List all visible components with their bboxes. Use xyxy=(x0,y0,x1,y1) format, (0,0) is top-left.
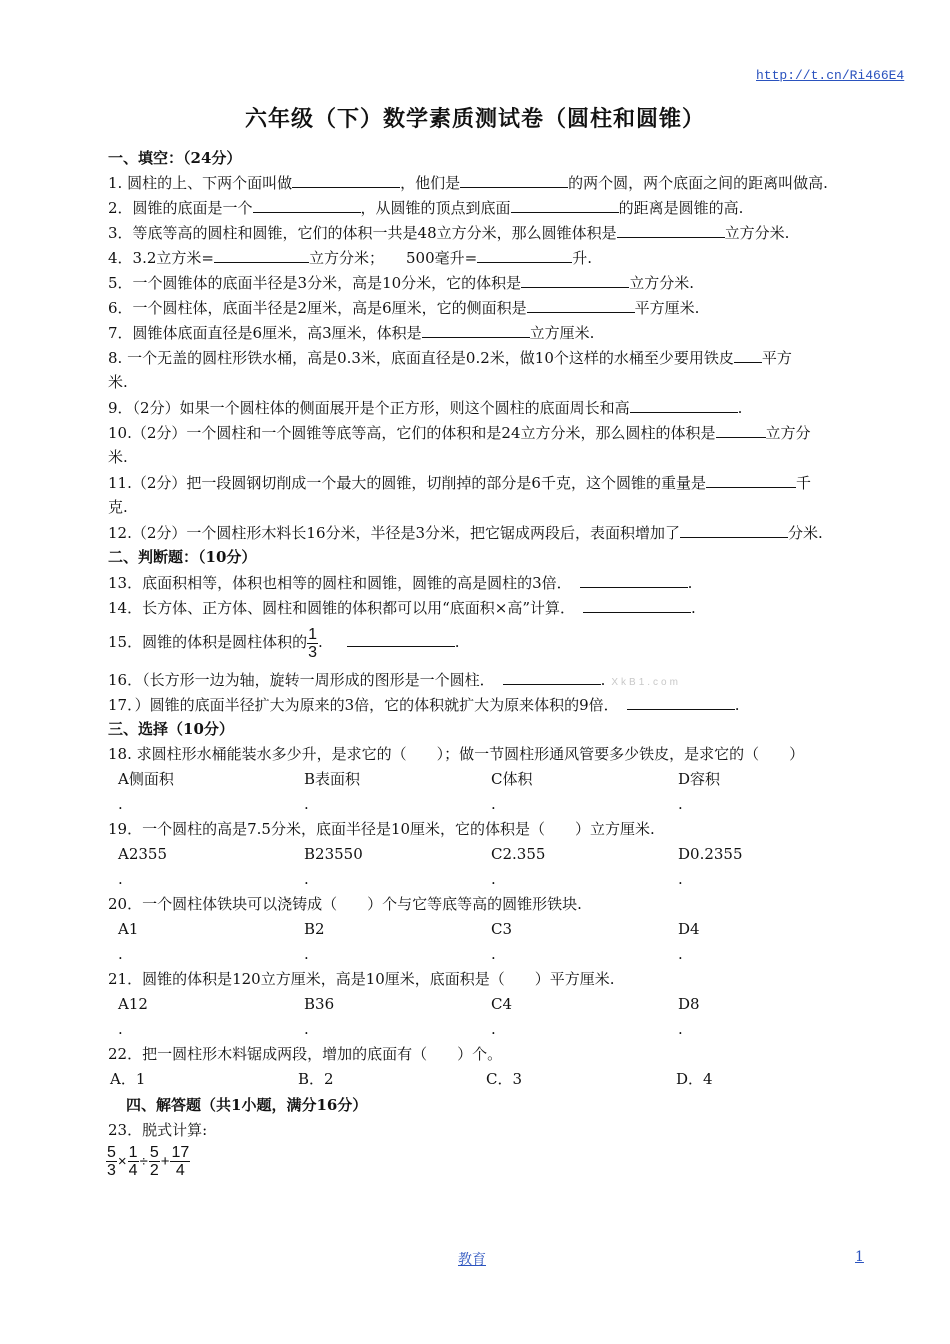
q20-option-b: B2 xyxy=(304,920,325,938)
question-2 xyxy=(108,197,868,218)
q20-option-d: D4 xyxy=(678,920,700,938)
q12-text-b: 分米. xyxy=(788,524,823,542)
q4-text-a: 4．3.2立方米= xyxy=(108,249,214,267)
option-dot: . xyxy=(118,795,123,813)
section-heading-multiple-choice: 三、选择（10分） xyxy=(108,720,234,738)
q15-text-b: . xyxy=(454,633,460,651)
q19-option-b: B23550 xyxy=(304,845,363,863)
page-number-link[interactable]: 1 xyxy=(855,1249,864,1265)
page-title: 六年级（下）数学素质测试卷（圆柱和圆锥） xyxy=(244,106,705,132)
q19-option-d: D0.2355 xyxy=(678,845,743,863)
question-21: 21．圆锥的体积是120立方厘米，高是10厘米，底面积是（ ）平方厘米. xyxy=(108,970,615,988)
q12-text-a: 12.（2分）一个圆柱形木料长16分米，半径是3分米，把它锯成两段后，表面积增加了 xyxy=(108,524,681,542)
fraction-seventeen-fourths: $\frac{17}{4}$ xyxy=(171,1144,190,1179)
fraction-five-thirds: $\frac{5}{3}$ xyxy=(107,1144,116,1179)
q22-option-a: A．1 xyxy=(110,1070,146,1088)
answer-blank xyxy=(580,572,688,588)
answer-blank xyxy=(511,197,619,213)
question-14 xyxy=(108,597,868,618)
answer-blank xyxy=(292,172,400,188)
q3-text-b: 立方分米. xyxy=(724,224,790,242)
q3-text-a: 3．等底等高的圆柱和圆锥，它们的体积一共是48立方分米，那么圆锥体积是 xyxy=(108,224,617,242)
q17-text-b: . xyxy=(734,696,740,714)
q10-text-a: 10.（2分）一个圆柱和一个圆锥等底等高，它们的体积和是24立方分米，那么圆柱的体积是 xyxy=(108,424,716,442)
question-9 xyxy=(108,397,868,418)
q18-option-b: B表面积 xyxy=(304,770,361,788)
answer-blank xyxy=(734,347,762,363)
section-heading-solve: 四、解答题（共1小题，满分16分） xyxy=(126,1096,368,1114)
fraction-one-third: $\frac{1}{3}$ xyxy=(308,625,317,661)
question-8-cont: 米. xyxy=(108,373,128,391)
q7-text-a: 7．圆锥体底面直径是6厘米，高3厘米，体积是 xyxy=(108,324,422,342)
q9-text-b: . xyxy=(737,399,743,417)
q7-text-b: 立方厘米. xyxy=(529,324,595,342)
q16-text-a: 16．（长方形一边为轴，旋转一周形成的图形是一个圆柱． xyxy=(108,671,495,689)
q21-option-b: B36 xyxy=(304,995,335,1013)
q20-option-c: C3 xyxy=(491,920,513,938)
answer-blank xyxy=(680,522,788,538)
watermark-text: XkB1.com xyxy=(611,677,681,688)
question-20: 20．一个圆柱体铁块可以浇铸成（ ）个与它等底等高的圆锥形铁块. xyxy=(108,895,582,913)
question-23: 23．脱式计算: xyxy=(108,1121,208,1139)
answer-blank xyxy=(422,322,530,338)
q21-option-d: D8 xyxy=(678,995,700,1013)
answer-blank xyxy=(503,669,601,685)
question-12 xyxy=(108,522,868,543)
question-7 xyxy=(108,322,868,343)
q18-option-a: A侧面积 xyxy=(118,770,174,788)
question-6 xyxy=(108,297,868,318)
q2-text-b: ，从圆锥的顶点到底面 xyxy=(360,199,511,217)
question-11-cont: 克. xyxy=(108,498,128,516)
option-dot: . xyxy=(304,795,309,813)
q6-text-a: 6．一个圆柱体，底面半径是2厘米，高是6厘米，它的侧面积是 xyxy=(108,299,527,317)
question-5 xyxy=(108,272,868,293)
option-dot: . xyxy=(678,870,683,888)
q4-text-d: 升. xyxy=(572,249,592,267)
q5-text-a: 5．一个圆锥体的底面半径是3分米，高是10分米，它的体积是 xyxy=(108,274,522,292)
option-dot: . xyxy=(491,1020,496,1038)
answer-blank xyxy=(477,247,572,263)
question-10-cont: 米. xyxy=(108,448,128,466)
question-13 xyxy=(108,572,868,593)
q17-text-a: 17．）圆锥的底面半径扩大为原来的3倍，它的体积就扩大为原来体积的9倍． xyxy=(108,696,619,714)
question-15: 15．圆锥的体积是圆柱体积的 $\frac{1}{3}$ . . xyxy=(108,625,460,661)
answer-blank xyxy=(214,247,309,263)
option-dot: . xyxy=(678,795,683,813)
q16-text-b: . xyxy=(600,671,606,689)
question-4 xyxy=(108,247,868,268)
q8-text-a: 8. 一个无盖的圆柱形铁水桶，高是0.3米，底面直径是0.2米，做10个这样的水桶至少要用铁皮 xyxy=(108,349,734,367)
answer-blank xyxy=(716,422,766,438)
q5-text-b: 立方分米. xyxy=(629,274,694,292)
option-dot: . xyxy=(304,1020,309,1038)
option-dot: . xyxy=(678,945,683,963)
question-11 xyxy=(108,472,868,493)
option-dot: . xyxy=(491,870,496,888)
question-8 xyxy=(108,347,868,368)
q1-text-a: 1. 圆柱的上、下两个面叫做 xyxy=(108,174,293,192)
header-url-link[interactable]: http://t.cn/Ri466E4 xyxy=(756,68,905,83)
question-16 xyxy=(108,669,868,693)
option-dot: . xyxy=(118,1020,123,1038)
q13-text-a: 13．底面积相等，体积也相等的圆柱和圆锥，圆锥的高是圆柱的3倍． xyxy=(108,574,572,592)
q11-text-b: 千 xyxy=(795,474,811,492)
answer-blank xyxy=(627,694,735,710)
calculation-expression xyxy=(106,1144,190,1179)
answer-blank xyxy=(527,297,635,313)
divide-sign: ÷ xyxy=(139,1153,148,1170)
q21-option-a: A12 xyxy=(118,995,148,1013)
q21-option-c: C4 xyxy=(491,995,513,1013)
plus-sign: + xyxy=(160,1153,170,1170)
answer-blank xyxy=(617,222,725,238)
q1-text-c: 的两个圆，两个底面之间的距离叫做高. xyxy=(568,174,828,192)
option-dot: . xyxy=(491,945,496,963)
answer-blank xyxy=(253,197,361,213)
footer-education-link[interactable]: 教育 xyxy=(458,1252,486,1268)
question-1 xyxy=(108,172,868,193)
option-dot: . xyxy=(118,870,123,888)
fraction-one-fourth: $\frac{1}{4}$ xyxy=(128,1144,138,1179)
option-dot: . xyxy=(304,945,309,963)
answer-blank xyxy=(521,272,629,288)
q18-option-d: D容积 xyxy=(678,770,721,788)
option-dot: . xyxy=(678,1020,683,1038)
q6-text-b: 平方厘米. xyxy=(634,299,700,317)
q22-option-c: C．3 xyxy=(486,1070,523,1088)
question-3 xyxy=(108,222,868,243)
answer-blank xyxy=(630,397,738,413)
section-heading-fill-in: 一、填空：（24分） xyxy=(108,149,242,167)
answer-blank xyxy=(347,631,455,647)
q10-text-b: 立方分 xyxy=(765,424,811,442)
section-heading-true-false: 二、判断题：（10分） xyxy=(108,548,257,566)
multiply-sign: × xyxy=(117,1153,127,1170)
q22-option-b: B．2 xyxy=(298,1070,334,1088)
q11-text-a: 11.（2分）把一段圆钢切削成一个最大的圆锥，切削掉的部分是6千克，这个圆锥的重量是 xyxy=(108,474,706,492)
question-10 xyxy=(108,422,868,443)
answer-blank xyxy=(460,172,568,188)
q8-text-b: 平方 xyxy=(761,349,792,367)
q20-option-a: A1 xyxy=(118,920,139,938)
q18-option-c: C体积 xyxy=(491,770,533,788)
question-19: 19．一个圆柱的高是7.5分米，底面半径是10厘米，它的体积是（ ）立方厘米. xyxy=(108,820,655,838)
q2-text-a: 2．圆锥的底面是一个 xyxy=(108,199,253,217)
q9-text-a: 9．（2分）如果一个圆柱体的侧面展开是个正方形，则这个圆柱的底面周长和高 xyxy=(108,399,630,417)
q19-option-a: A2355 xyxy=(118,845,168,863)
q14-text-b: . xyxy=(691,599,696,617)
option-dot: . xyxy=(304,870,309,888)
fraction-five-halves: $\frac{5}{2}$ xyxy=(149,1144,159,1179)
q1-text-b: ，他们是 xyxy=(400,174,461,192)
q14-text-a: 14．长方体、正方体、圆柱和圆锥的体积都可以用“底面积×高”计算． xyxy=(108,599,575,617)
q19-option-c: C2.355 xyxy=(491,845,546,863)
q15-text-a: 15．圆锥的体积是圆柱体积的 xyxy=(108,633,308,651)
q22-option-d: D．4 xyxy=(676,1070,713,1088)
question-22: 22．把一圆柱形木料锯成两段，增加的底面有（ ）个。 xyxy=(108,1045,503,1063)
q4-text-b: 立方分米； xyxy=(308,249,384,267)
answer-blank xyxy=(583,597,691,613)
q4-text-c: 500毫升= xyxy=(405,249,478,267)
answer-blank xyxy=(706,472,796,488)
q13-text-b: . xyxy=(687,574,693,592)
option-dot: . xyxy=(118,945,123,963)
question-17 xyxy=(108,694,868,715)
question-18: 18. 求圆柱形水桶能装水多少升，是求它的（ ）；做一节圆柱形通风管要多少铁皮，是求它的（ ） xyxy=(108,745,805,763)
q2-text-c: 的距离是圆锥的高. xyxy=(618,199,744,217)
option-dot: . xyxy=(491,795,496,813)
